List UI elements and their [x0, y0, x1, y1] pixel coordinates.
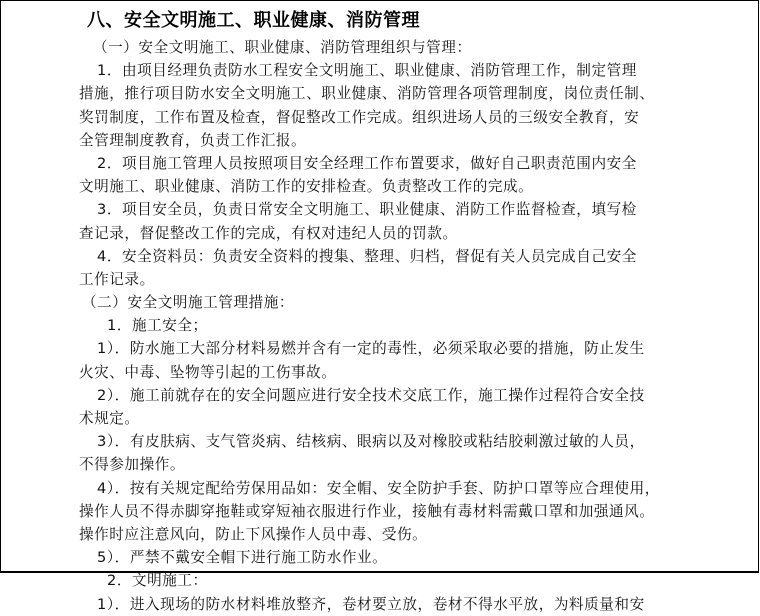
text-line: 3）．有皮肤病、支气管炎病、结核病、眼病以及对橡胶或粘结胶刺激过敏的人员， — [97, 433, 645, 451]
text-line: 不得参加操作。 — [79, 456, 186, 474]
text-line: 工作记录。 — [79, 270, 155, 288]
text-line: 火灾、中毒、坠物等引起的工伤事故。 — [79, 363, 337, 381]
text-line: （二）安全文明施工管理措施： — [82, 294, 295, 312]
text-line: 2．文明施工： — [107, 572, 208, 590]
text-line: 1．施工安全； — [107, 317, 208, 335]
text-line: 2）．施工前就存在的安全问题应进行安全技术交底工作，施工操作过程符合安全技 — [97, 386, 645, 404]
text-line: 操作人员不得赤脚穿拖鞋或穿短袖衣服进行作业，接触有毒材料需戴口罩和加强通风。 — [79, 502, 655, 520]
text-line: 5）．严禁不戴安全帽下进行施工防水作业。 — [97, 549, 388, 567]
section-heading: 八、安全文明施工、职业健康、消防管理 — [87, 10, 420, 31]
text-line: 查记录，督促整改工作的完成，有权对违纪人员的罚款。 — [79, 224, 458, 242]
text-line: 1）．进入现场的防水材料堆放整齐，卷材要立放，卷材不得水平放，为料质量和安 — [97, 595, 645, 613]
text-line: 全管理制度教育，负责工作汇报。 — [79, 131, 307, 149]
text-line: 1．由项目经理负责防水工程安全文明施工、职业健康、消防管理工作，制定管理 — [97, 62, 637, 80]
document-body — [0, 36, 760, 616]
text-line: 1）．防水施工大部分材料易燃并含有一定的毒性，必须采取必要的措施，防止发生 — [97, 340, 645, 358]
text-line: 3．项目安全员，负责日常安全文明施工、职业健康、消防工作监督检查，填写检 — [97, 201, 637, 219]
text-line: 文明施工、职业健康、消防工作的安排检查。负责整改工作的完成。 — [79, 178, 534, 196]
text-line: 术规定。 — [79, 410, 140, 427]
text-line: 奖罚制度，工作布置及检查，督促整改工作完成。组织进场人员的三级安全教育，安 — [79, 108, 640, 126]
text-line: 措施，推行项目防水安全文明施工、职业健康、消防管理各项管理制度，岗位责任制、 — [79, 85, 655, 103]
text-line: 4．安全资料员：负责安全资料的搜集、整理、归档，督促有关人员完成自己安全 — [97, 247, 637, 265]
text-line: 操作时应注意风向，防止下风操作人员中毒、受伤。 — [79, 525, 428, 543]
text-line: 2．项目施工管理人员按照项目安全经理工作布置要求，做好自己职责范围内安全 — [97, 154, 637, 172]
text-line: 4）．按有关规定配给劳保用品如：安全帽、安全防护手套、防护口罩等应合理使用， — [97, 479, 660, 497]
text-line: （一）安全文明施工、职业健康、消防管理组织与管理： — [93, 39, 472, 56]
